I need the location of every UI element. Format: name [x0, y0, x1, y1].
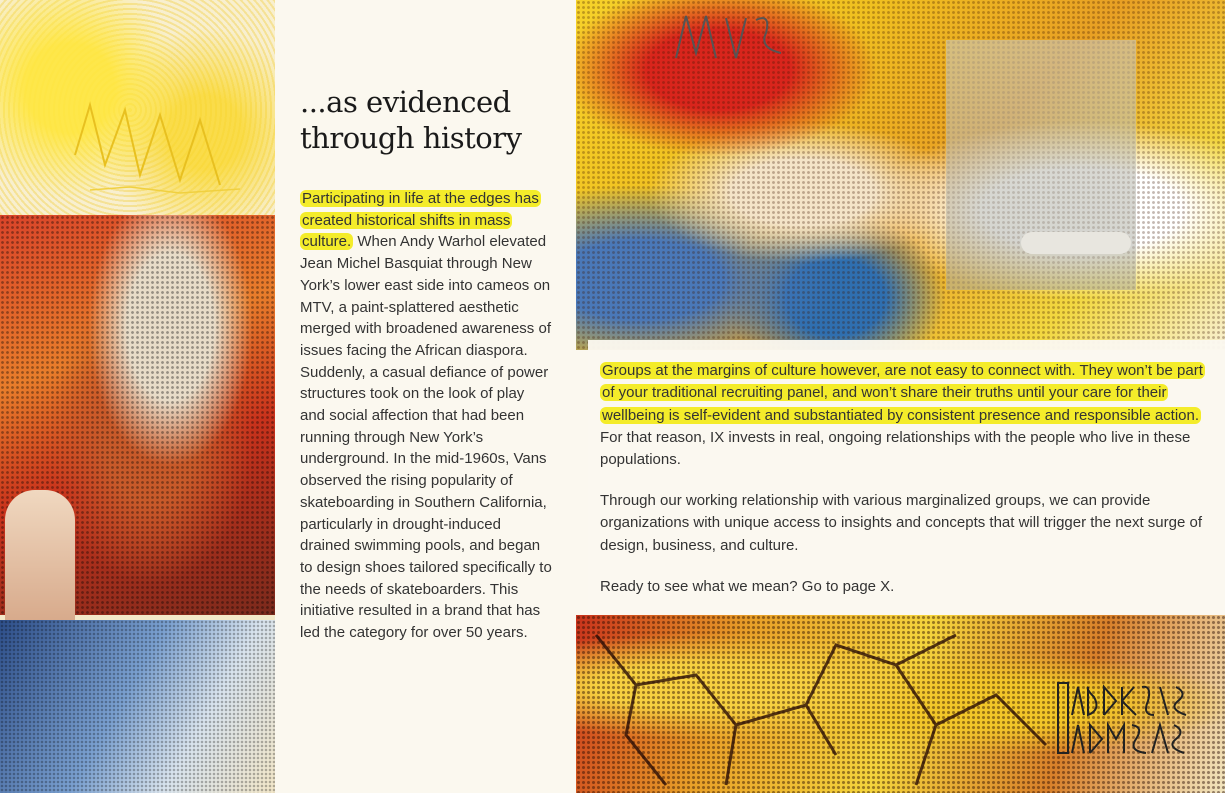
warhol-collage-image	[0, 0, 275, 793]
call-to-action: Ready to see what we mean? Go to page X.	[600, 578, 895, 595]
graffiti-tag	[671, 8, 791, 68]
heading-line-1: ...as evidenced	[300, 85, 511, 119]
highlighted-margins: Groups at the margins of culture however, are not easy to connect with. They won’t be part of your traditional recruiting panel, and won’t share their truths until your care for their wellbeing is self-evident and substantiated by consistent presence and responsible action.	[602, 362, 1203, 424]
blue-jacket-image	[0, 620, 275, 793]
page-heading	[300, 84, 560, 156]
history-body-text: When Andy Warhol elevated Jean Michel Basquiat through New York’s lower east side into cameos on MTV, a paint-splattered aesthetic merged with broadened awareness of issues facing the African diaspora. Suddenly, a casual defiance of power structures took on the look of play and social affection that had been running through New York’s underground. In the mid-1960s, Vans observed the rising popularity of skateboarding in Southern California, particularly in drought-induced drained swimming pools, and began to design shoes tailored specifically to the needs of skateboarders. This initiative resulted in a brand that has led the category for over 50 years.	[300, 233, 552, 642]
skateboard	[1021, 232, 1131, 254]
handwritten-logo-mark	[1056, 675, 1206, 775]
highlighted-intro: Participating in life at the edges has created historical shifts in mass culture.	[302, 190, 539, 251]
margins-body-text: For that reason, IX invests in real, ongoing relationships with the people who live in these populations.	[600, 428, 1191, 469]
margins-paragraph	[600, 360, 1212, 471]
heading-line-2: through history	[300, 121, 522, 155]
left-page	[0, 0, 576, 793]
right-page	[576, 0, 1225, 793]
scribble-marks	[70, 95, 260, 205]
relationships-paragraph: Through our working relationship with various marginalized groups, we can provide organizations with unique access to insights and concepts that will trigger the next surge of design, business, and culture.	[600, 492, 1203, 554]
history-paragraph	[300, 188, 552, 644]
